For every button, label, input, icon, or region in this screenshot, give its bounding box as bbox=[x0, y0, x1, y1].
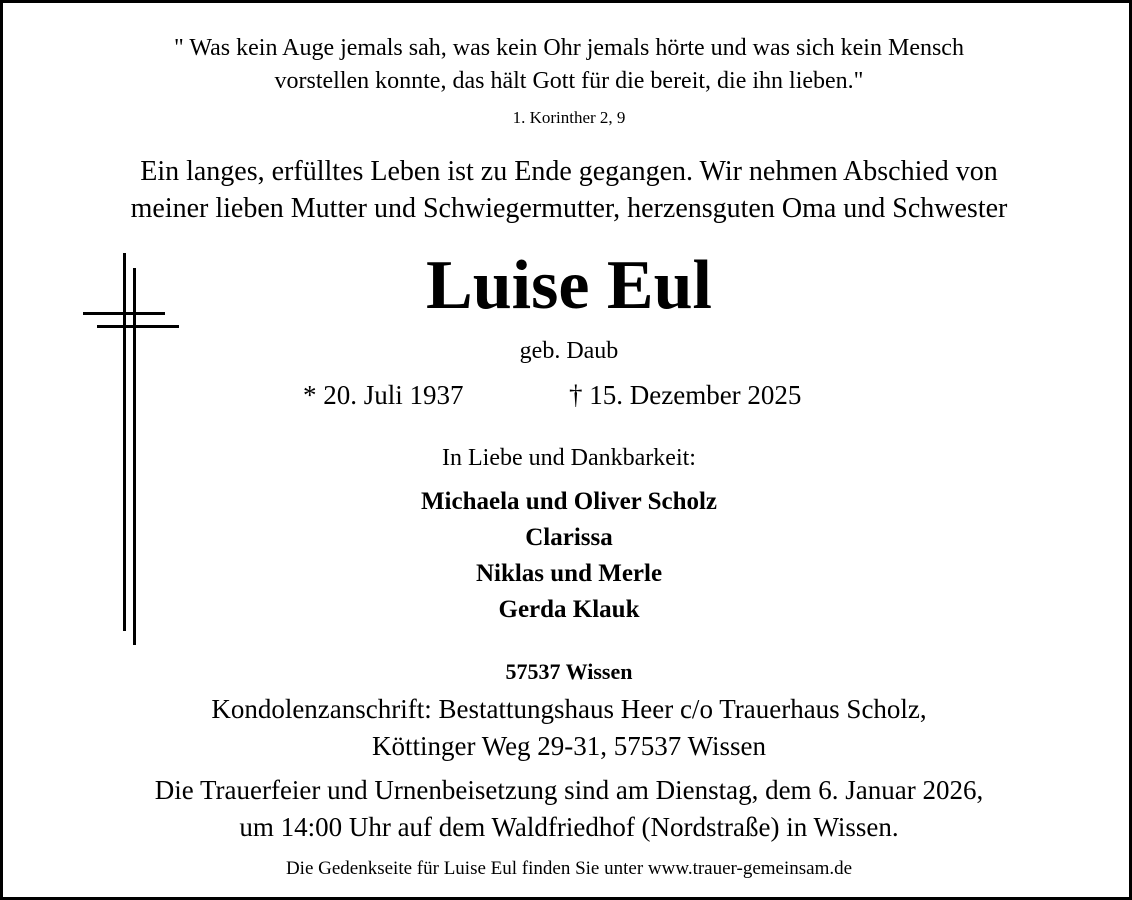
intro-line-2: meiner lieben Mutter und Schwiegermutter, herzensguten Oma und Schwester bbox=[130, 193, 1008, 224]
mourners-city: 57537 Wissen bbox=[505, 659, 633, 684]
mourner-name: Michaela und Oliver Scholz bbox=[420, 488, 718, 515]
bible-quote-line-1: " Was kein Auge jemals sah, was kein Ohr jemals hörte und was sich kein Mensch bbox=[174, 35, 964, 61]
intro-line-1: Ein langes, erfülltes Leben ist zu Ende gegangen. Wir nehmen Abschied von bbox=[140, 156, 998, 187]
birth-date: * 20. Juli 1937 bbox=[303, 380, 464, 410]
memorial-page-note: Die Gedenkseite für Luise Eul finden Sie unter www.trauer-gemeinsam.de bbox=[285, 858, 853, 879]
mourner-name: Gerda Klauk bbox=[498, 596, 640, 623]
condolence-address-line-1: Kondolenzanschrift: Bestattungshaus Heer c/o Trauerhaus Scholz, bbox=[211, 694, 927, 724]
bible-quote-line-2: vorstellen konnte, das hält Gott für die bereit, die ihn lieben." bbox=[274, 68, 864, 94]
mourners-heading: In Liebe und Dankbarkeit: bbox=[442, 445, 696, 471]
mourner-name: Niklas und Merle bbox=[475, 560, 663, 587]
bible-reference: 1. Korinther 2, 9 bbox=[512, 108, 626, 127]
mourner-name: Clarissa bbox=[525, 524, 613, 551]
service-info-line-2: um 14:00 Uhr auf dem Waldfriedhof (Nordstraße) in Wissen. bbox=[239, 812, 899, 842]
condolence-address-line-2: Köttinger Weg 29-31, 57537 Wissen bbox=[372, 731, 766, 761]
life-dates bbox=[3, 382, 1132, 412]
service-info-line-1: Die Trauerfeier und Urnenbeisetzung sind am Dienstag, dem 6. Januar 2026, bbox=[154, 775, 984, 805]
deceased-name: Luise Eul bbox=[426, 247, 712, 324]
maiden-name: geb. Daub bbox=[519, 338, 619, 364]
death-date: † 15. Dezember 2025 bbox=[569, 380, 802, 410]
